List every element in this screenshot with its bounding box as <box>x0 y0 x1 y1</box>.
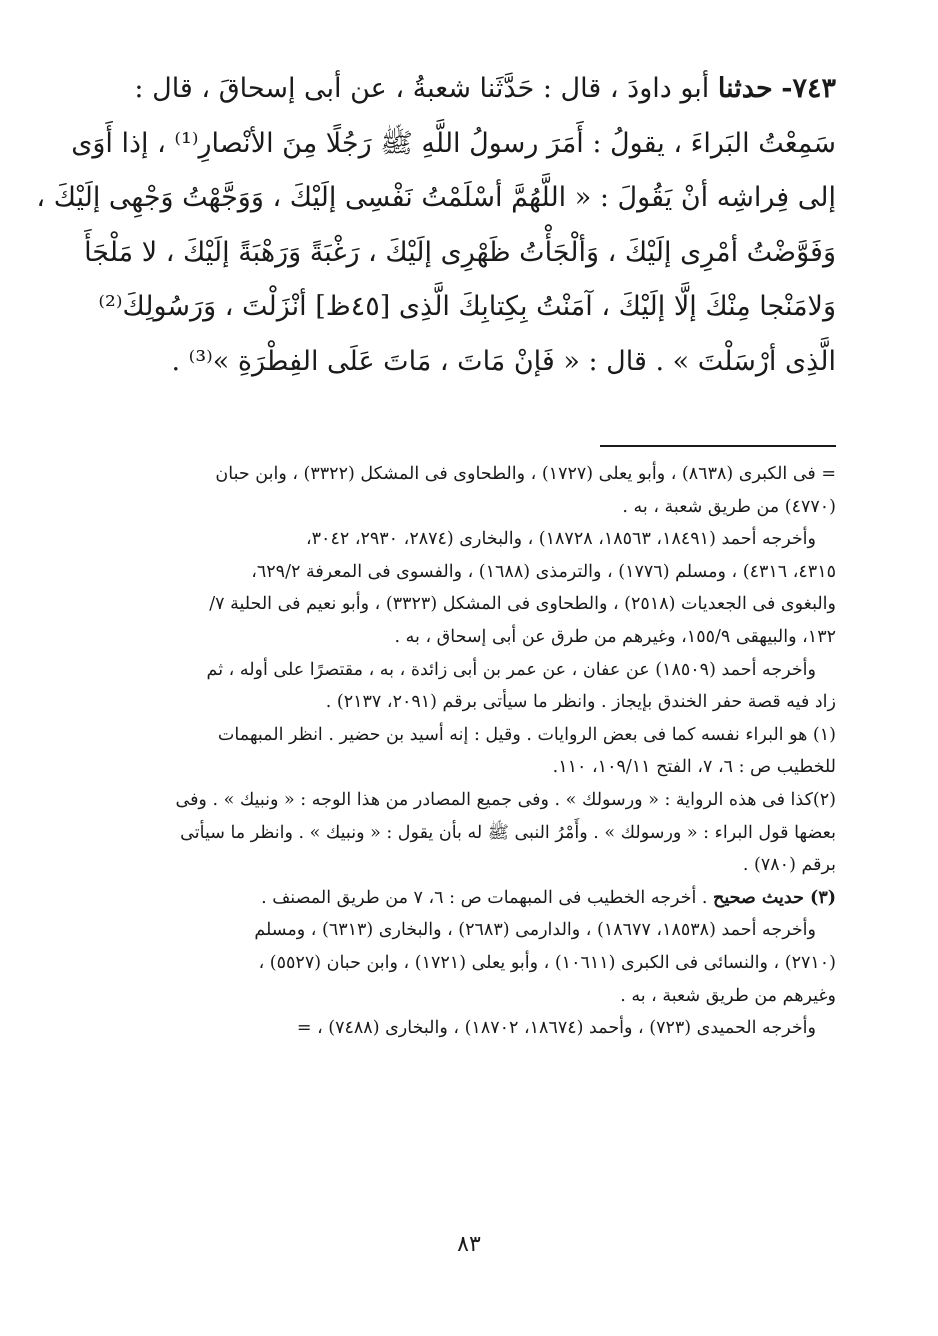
footnote-line: بعضها قول البراء : « ورسولك » . وأَمْرُ النبى ﷺ له بأن يقول : « ونبيك » . وانظر ما سيأتى <box>180 822 836 843</box>
footnote-line: للخطيب ص : ٦، ٧، الفتح ١٠٩/١١، ١١٠. <box>552 757 836 778</box>
footnote-line: برقم (٧٨٠) . <box>742 855 836 876</box>
footnote-line: (٢٧١٠) ، والنسائى فى الكبرى (١٠٦١١) ، وأبو يعلى (١٧٢١) ، وابن حبان (٥٥٢٧) ، <box>258 952 836 973</box>
footnote-line: وأخرجه أحمد (١٨٥٠٩) عن عفان ، عن عمر بن أبى زائدة ، به ، مقتصرًا على أوله ، ثم <box>206 659 816 680</box>
hadith-intro: حدثنا <box>717 73 773 104</box>
footnote-1: (١) هو البراء نفسه كما فى بعض الروايات . وقيل : إنه أسيد بن حضير . انظر المبهمات <box>217 724 836 745</box>
hadith-line-6: الَّذِى أرْسَلْتَ » . قال : « فَإنْ مَاتَ ، مَاتَ عَلَى الفِطْرَةِ »⁽³⁾ . <box>171 345 836 377</box>
footnote-line: زاد فيه قصة حفر الخندق بإيجاز . وانظر ما سيأتى برقم (٢٠٩١، ٢١٣٧) . <box>325 692 836 713</box>
hadith-line-4: وَفَوَّضْتُ أمْرِى إلَيْكَ ، وَألْجَأْتُ ظَهْرِى إلَيْكَ ، رَغْبَةً وَرَهْبَةً إلَيْكَ ، لا مَلْجَأَ <box>84 236 836 268</box>
footnote-line: وأخرجه أحمد (١٨٥٣٨، ١٨٦٧٧) ، والدارمى (٢٦٨٣) ، والبخارى (٦٣١٣) ، ومسلم <box>254 920 816 941</box>
hadith-line-1 <box>110 62 836 117</box>
page-number: ٨٣ <box>457 1232 481 1257</box>
hadith-line-3: إلى فِراشِه أنْ يَقُولَ : « اللَّهُمَّ أسْلَمْتُ نَفْسِى إلَيْكَ ، وَوَجَّهْتُ وَجْهِى إلَيْكَ ، <box>36 182 836 213</box>
footnote-3-label: (٣) حديث صحيح <box>713 887 836 908</box>
hadith-text <box>36 62 836 389</box>
footnote-2: (٢)كذا فى هذه الرواية : « ورسولك » . وفى جميع المصادر من هذا الوجه : « ونبيك » . وفى <box>175 789 836 810</box>
hadith-line-5: وَلامَنْجا مِنْكَ إلَّا إلَيْكَ ، آمَنْتُ بِكِتابِكَ الَّذِى [٤٥ظ] أنْزَلْتَ ، وَرَسُولِكَ⁽²⁾ <box>98 291 836 322</box>
footnote-line: ١٣٢، والبيهقى ١٥٥/٩، وغيرهم من طرق عن أبى إسحاق ، به . <box>394 626 836 647</box>
footnote-3 <box>118 882 836 915</box>
footnote-line: وأخرجه الحميدى (٧٢٣) ، وأحمد (١٨٦٧٤، ١٨٧٠٢) ، والبخارى (٧٤٨٨) ، = <box>296 1018 816 1039</box>
footnotes <box>118 458 836 1045</box>
footnote-line: (٤٧٧٠) من طريق شعبة ، به . <box>622 496 836 517</box>
footnote-3-text: . أخرجه الخطيب فى المبهمات ص : ٦، ٧ من طريق المصنف . <box>261 887 714 908</box>
footnote-line: وغيرهم من طريق شعبة ، به . <box>620 985 836 1006</box>
footnote-line: وأخرجه أحمد (١٨٤٩١، ١٨٥٦٣، ١٨٧٢٨) ، والبخارى (٢٨٧٤، ٢٩٣٠، ٣٠٤٢، <box>306 529 816 550</box>
hadith-line-1-text: أبو داودَ ، قال : حَدَّثَنا شعبةُ ، عن أبى إسحاقَ ، قال : <box>134 73 710 104</box>
hadith-number: ٧٤٣- <box>781 73 836 104</box>
footnote-line: والبغوى فى الجعديات (٢٥١٨) ، والطحاوى فى المشكل (٣٣٢٣) ، وأبو نعيم فى الحلية ٧/ <box>209 594 836 615</box>
footnote-line: = فى الكبرى (٨٦٣٨) ، وأبو يعلى (١٧٢٧) ، والطحاوى فى المشكل (٣٣٢٢) ، وابن حبان <box>215 464 836 484</box>
hadith-line-2: سَمِعْتُ البَراءَ ، يقولُ : أَمَرَ رسولُ اللَّهِ ﷺ رَجُلًا مِنَ الأنْصارِ⁽¹⁾ ، إذا أَوَى <box>71 127 836 159</box>
footnote-separator <box>600 445 836 447</box>
footnote-line: ٤٣١٥، ٤٣١٦) ، ومسلم (١٧٧٦) ، والترمذى (١٦٨٨) ، والفسوى فى المعرفة ٦٢٩/٢، <box>251 561 836 582</box>
